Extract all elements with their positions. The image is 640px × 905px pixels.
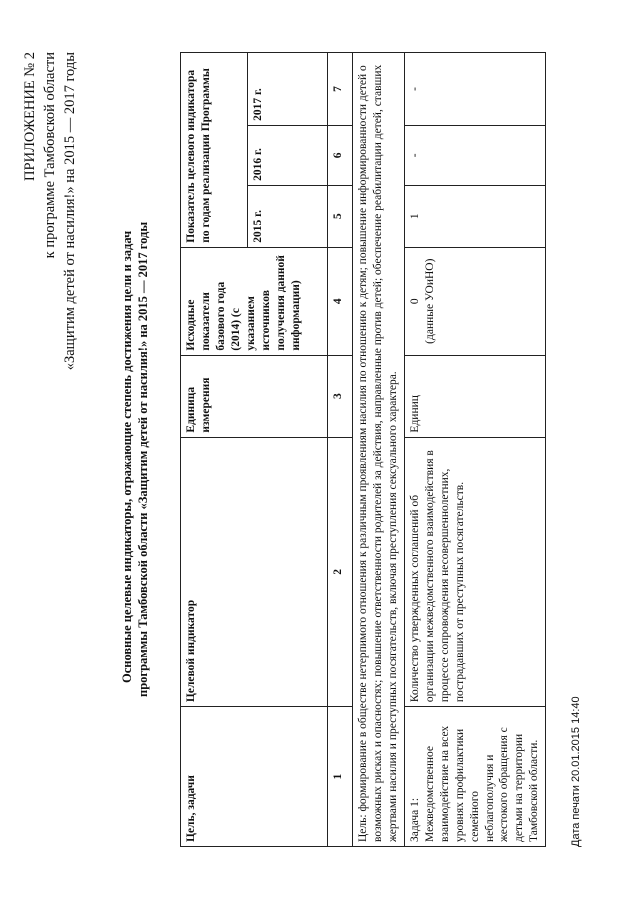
header-goal: Цель, задачи [181,707,328,847]
goal-text: Цель: формирование в обществе нетерпимого отношения к различным проявлениям насилия по отношению к детям; повышение информированности детей о возможных рисках и опасностях; повышение ответственности родителей за действия, направленные против детей; обеспечение реабилитации детей, ставших жертвами насилия и преступных посягательств, включая преступления сексуального характера. [353,53,405,847]
header-year-2015: 2015 г. [248,185,328,247]
document-title-line2: программы Тамбовской области «Защитим детей от насилия!» на 2015 — 2017 годы [136,221,150,697]
header-base: Исходные показатели базового года (2014) (с указанием источников получения данной информации) [181,247,328,355]
header-year-2017: 2017 г. [248,53,328,126]
header-unit: Единица измерения [181,355,328,437]
print-date: Дата печати 20.01.2015 14:40 [570,696,582,847]
header-target: Показатель целевого индикатора по годам реализации Программы [181,53,248,248]
table-header-row [181,53,248,847]
indicator-cell: Количество утвержденных соглашений об организации межведомственного взаимодействия в процессе сопровождения несовершеннолетних, пострадавших от преступных посягательств. [404,437,545,707]
value-2015: 1 [404,185,545,247]
column-number: 5 [328,185,353,247]
appendix-program: к программе Тамбовской области [42,52,58,259]
appendix-number: ПРИЛОЖЕНИЕ № 2 [22,52,38,181]
column-number: 4 [328,247,353,355]
base-value: 0 [408,298,421,305]
column-number: 1 [328,707,353,847]
value-2017: - [404,53,545,126]
column-number: 2 [328,437,353,707]
appendix-program-title: «Защитим детей от насилия!» на 2015 — 2017 годы [62,52,78,371]
base-value-cell [404,247,545,355]
column-number: 3 [328,355,353,437]
header-indicator: Целевой индикатор [181,437,328,707]
column-number: 6 [328,125,353,185]
table-row [404,53,545,847]
document-title-line1: Основные целевые индикаторы, отражающие степень достижения цели и задач [120,230,134,683]
value-2016: - [404,125,545,185]
base-source: (данные УОиНО) [423,258,436,344]
column-numbers-row [328,53,353,847]
header-year-2016: 2016 г. [248,125,328,185]
indicators-table [180,52,546,847]
column-number: 7 [328,53,353,126]
goal-row [353,53,405,847]
unit-cell: Единиц [404,355,545,437]
task-cell: Задача 1: Межведомственное взаимодействие на всех уровнях профилактики семейного неблагополучия и жестокого обращения с детьми на территории Тамбовской области. [404,707,545,847]
